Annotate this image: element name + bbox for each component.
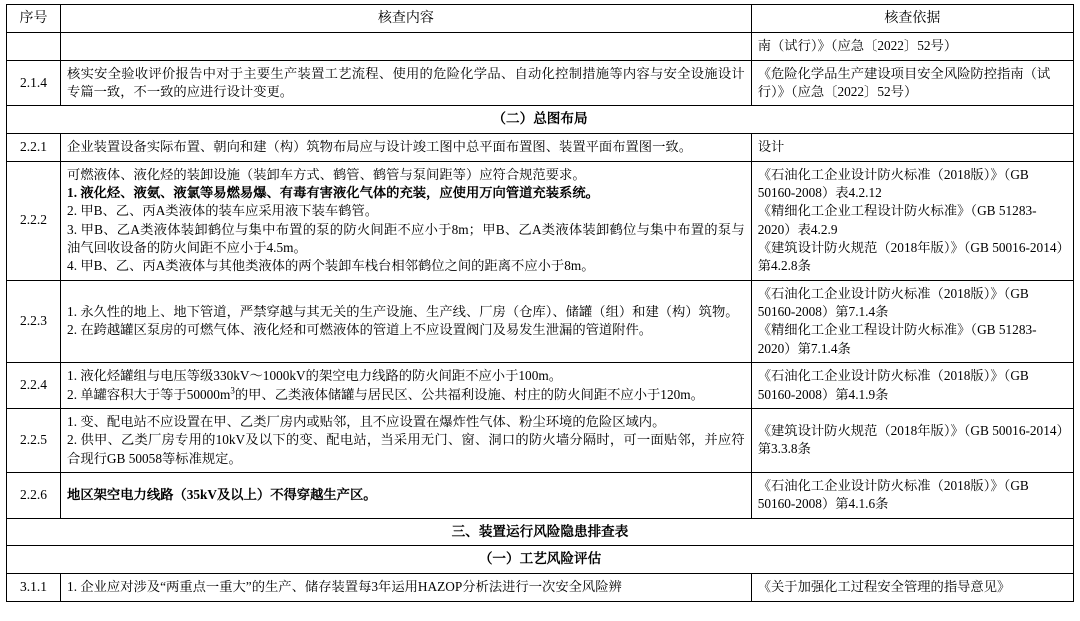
content-line: 2. 供甲、乙类厂房专用的10kV及以下的变、配电站，当采用无门、窗、洞口的防火墙分隔时，可一面贴邻，并应符合现行GB 50058等标准规定。 <box>67 432 745 466</box>
check-content-cell <box>61 280 752 362</box>
content-line: 2. 单罐容积大于等于$50000m^3$的甲、乙类液体储罐与居民区、公共福利设施、村庄的防火间距不应小于120m。 <box>67 385 704 402</box>
content-line: 可燃液体、液化烃的装卸设施（装卸车方式、鹤管、鹤管与泵间距等）应符合规范要求。 <box>67 166 586 182</box>
header-cell-no: 序号 <box>7 5 61 33</box>
basis-line: 南（试行）》（应急〔2022〕52号） <box>757 38 958 54</box>
content-line: 1. 液化烃罐组与电压等级330kV～1000kV的架空电力线路的防火间距不应小于100m。 <box>67 368 562 384</box>
table-row <box>7 33 1074 60</box>
basis-line: 《石油化工企业设计防火标准（2018版）》（GB 50160-2008）表4.2.12 <box>757 166 1029 201</box>
check-content-cell <box>61 33 752 60</box>
basis-line: 《建筑设计防火规范（2018年版）》（GB 50016-2014）第4.2.8条 <box>757 240 1064 274</box>
check-content-cell <box>61 363 752 409</box>
check-content-cell <box>61 408 752 472</box>
check-content-cell <box>61 134 752 162</box>
table-row <box>7 408 1074 472</box>
table-row <box>7 472 1074 518</box>
header-cell-content: 核查内容 <box>61 5 752 33</box>
check-basis-cell <box>751 60 1073 106</box>
basis-line: 设计 <box>757 139 785 155</box>
check-basis-cell <box>751 280 1073 362</box>
table-row <box>7 134 1074 162</box>
content-line: 1. 永久性的地上、地下管道，严禁穿越与其无关的生产设施、生产线、厂房（仓库）、储罐（组）和建（构）筑物。 <box>67 304 739 320</box>
table-body <box>7 33 1074 601</box>
content-line: 1. 变、配电站不应设置在甲、乙类厂房内或贴邻，且不应设置在爆炸性气体、粉尘环境的危险区域内。 <box>67 413 666 429</box>
content-line: 核实安全验收评价报告中对于主要生产装置工艺流程、使用的危险化学品、自动化控制措施等内容与安全设施设计专篇一致，不一致的应进行设计变更。 <box>67 65 745 99</box>
check-basis-cell <box>751 33 1073 60</box>
basis-line: 《石油化工企业设计防火标准（2018版）》（GB 50160-2008）第4.1.6条 <box>757 477 1029 512</box>
row-index-cell: 2.2.1 <box>7 134 61 162</box>
header-cell-basis: 核查依据 <box>751 5 1073 33</box>
check-basis-cell <box>751 134 1073 162</box>
row-index-cell: 2.1.4 <box>7 60 61 106</box>
check-basis-cell <box>751 472 1073 518</box>
table-row <box>7 161 1074 280</box>
row-index-cell: 2.2.4 <box>7 363 61 409</box>
content-line: 地区架空电力线路（35kV及以上）不得穿越生产区。 <box>67 487 377 503</box>
section-heading-text: （二）总图布局 <box>7 106 1074 134</box>
basis-line: 《关于加强化工过程安全管理的指导意见》 <box>757 579 1011 595</box>
basis-line: 《危险化学品生产建设项目安全风险防控指南（试行）》（应急〔2022〕52号） <box>757 65 1051 99</box>
row-index-cell: 2.2.5 <box>7 408 61 472</box>
check-basis-cell <box>751 363 1073 409</box>
content-line: 企业装置设备实际布置、朝向和建（构）筑物布局应与设计竣工图中总平面布置图、装置平面布置图一致。 <box>67 139 692 155</box>
basis-line: 《精细化工企业工程设计防火标准》（GB 51283-2020）第7.1.4条 <box>757 322 1037 356</box>
row-index-cell <box>7 33 61 60</box>
table-header <box>7 5 1074 33</box>
check-basis-cell <box>751 408 1073 472</box>
basis-line: 《石油化工企业设计防火标准（2018版）》（GB 50160-2008）第4.1.9条 <box>757 368 1029 402</box>
section-heading-row <box>7 106 1074 134</box>
content-line: 1. 企业应对涉及“两重点一重大”的生产、储存装置每3年运用HAZOP分析法进行一次安全风险辨 <box>67 579 622 595</box>
check-content-cell <box>61 60 752 106</box>
basis-line: 《石油化工企业设计防火标准（2018版）》（GB 50160-2008）第7.1.4条 <box>757 285 1029 320</box>
row-index-cell: 2.2.2 <box>7 161 61 280</box>
row-index-cell: 2.2.3 <box>7 280 61 362</box>
table-row <box>7 60 1074 106</box>
header-row <box>7 5 1074 33</box>
basis-line: 《建筑设计防火规范（2018年版）》（GB 50016-2014）第3.3.8条 <box>757 423 1064 457</box>
check-content-cell <box>61 161 752 280</box>
check-content-cell <box>61 574 752 602</box>
checklist-table <box>6 4 1074 602</box>
content-line: 2. 甲B、乙、丙A类液体的装车应采用液下装车鹤管。 <box>67 203 379 219</box>
basis-line: 《精细化工企业工程设计防火标准》（GB 51283-2020）表4.2.9 <box>757 203 1037 237</box>
content-line: 3. 甲B、乙A类液体装卸鹤位与集中布置的泵的防火间距不应小于8m；甲B、乙A类液体装卸鹤位与集中布置的泵与油气回收设备的防火间距不应小于4.5m。 <box>67 221 745 256</box>
check-content-cell <box>61 472 752 518</box>
section-heading-text: （一）工艺风险评估 <box>7 546 1074 574</box>
content-line: 1. 液化烃、液氨、液氯等易燃易爆、有毒有害液化气体的充装，应使用万向管道充装系统。 <box>67 185 599 201</box>
check-basis-cell <box>751 574 1073 602</box>
table-row <box>7 363 1074 409</box>
content-line: 4. 甲B、乙、丙A类液体与其他类液体的两个装卸车栈台相邻鹤位之间的距离不应小于8m。 <box>67 258 595 274</box>
content-line: 2. 在跨越罐区泵房的可燃气体、液化烃和可燃液体的管道上不应设置阀门及易发生泄漏的管道附件。 <box>67 322 653 338</box>
row-index-cell: 2.2.6 <box>7 472 61 518</box>
table-row <box>7 574 1074 602</box>
section-heading-text: 三、装置运行风险隐患排查表 <box>7 518 1074 546</box>
row-index-cell: 3.1.1 <box>7 574 61 602</box>
section-heading-row <box>7 518 1074 546</box>
section-heading-row <box>7 546 1074 574</box>
check-basis-cell <box>751 161 1073 280</box>
table-row <box>7 280 1074 362</box>
